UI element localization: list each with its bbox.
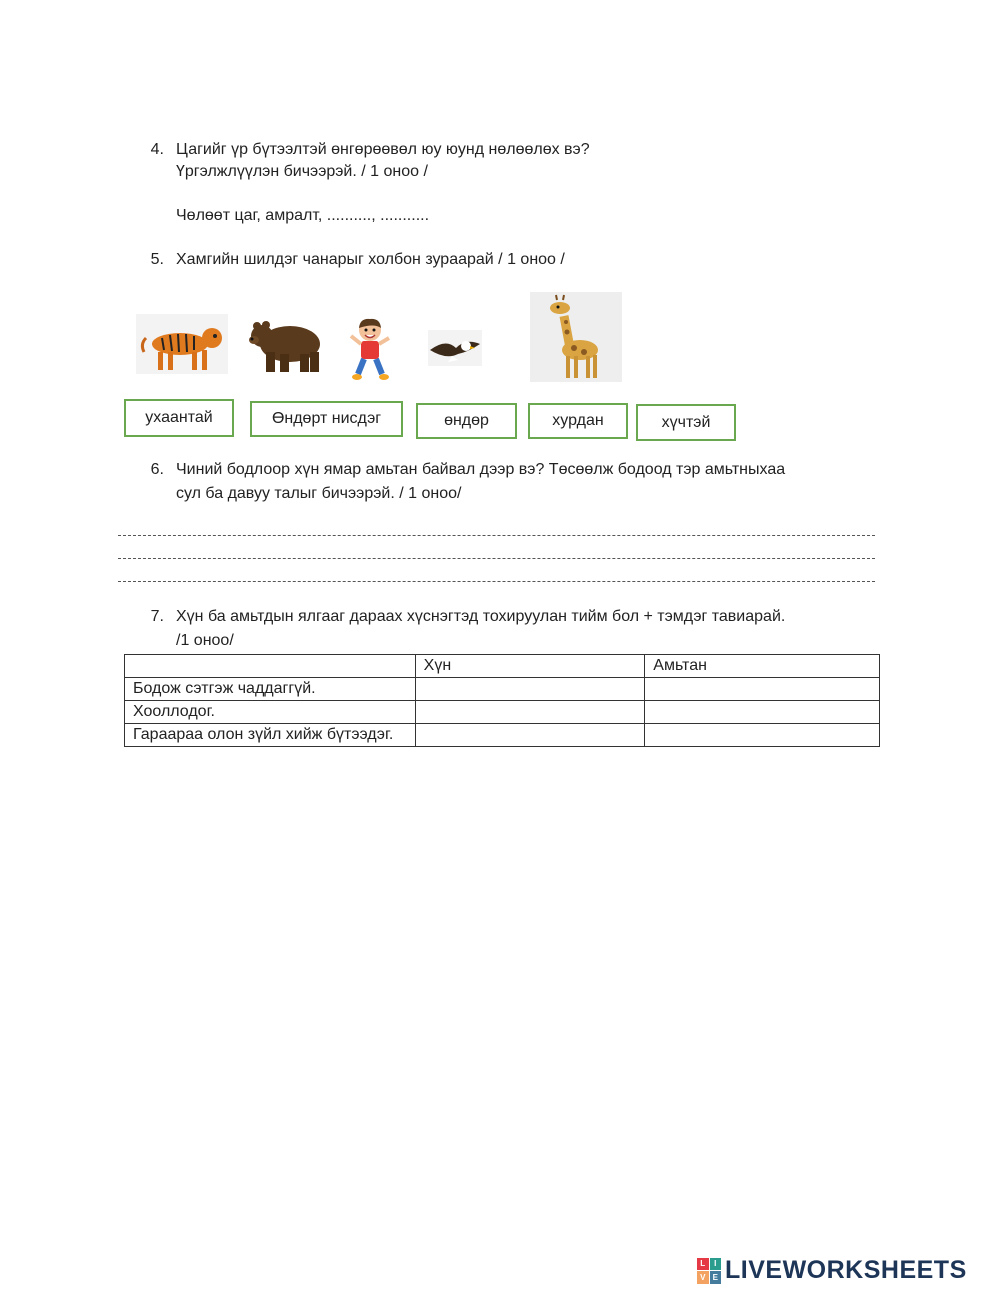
option-strong[interactable]: хүчтэй (636, 404, 736, 441)
q6-number: 6. (150, 461, 164, 478)
option-tall[interactable]: өндөр (416, 403, 517, 439)
table-row (125, 724, 880, 747)
table-row (125, 701, 880, 724)
logo-text: LIVEWORKSHEETS (725, 1256, 967, 1284)
bear-image (248, 314, 326, 376)
logo-letter: V (697, 1271, 709, 1284)
q7-line1: Хүн ба амьтдын ялгааг дараах хүснэгтэд тохируулан тийм бол + тэмдэг тавиарай. (176, 608, 786, 625)
table-row-label: Бодож сэтгэж чаддаггүй. (125, 678, 416, 701)
tiger-image (136, 314, 228, 374)
eagle-image (428, 330, 482, 366)
logo-icon (697, 1258, 721, 1284)
table-cell-input[interactable] (415, 724, 645, 747)
q6-line1: Чиний бодлоор хүн ямар амьтан байвал дээр вэ? Төсөөлж бодоод тэр амьтныхаа (176, 461, 786, 478)
answer-line-1[interactable] (118, 535, 875, 536)
table-row-label: Хооллодог. (125, 701, 416, 724)
option-fast[interactable]: хурдан (528, 403, 628, 439)
table-header-cell (125, 655, 416, 678)
q5-number: 5. (150, 251, 164, 268)
liveworksheets-logo (697, 1256, 967, 1285)
table-cell-input[interactable] (645, 724, 880, 747)
table-cell-input[interactable] (415, 701, 645, 724)
q4-number: 4. (150, 141, 164, 158)
table-cell-input[interactable] (645, 678, 880, 701)
table-row (125, 678, 880, 701)
logo-letter: L (697, 1258, 709, 1271)
q7-line2: /1 оноо/ (176, 632, 234, 649)
boy-image (346, 316, 394, 384)
table-header-row (125, 655, 880, 678)
logo-letter: I (710, 1258, 722, 1271)
answer-line-2[interactable] (118, 558, 875, 559)
table-header-cell: Амьтан (645, 655, 880, 678)
table-header-cell: Хүн (415, 655, 645, 678)
comparison-table (124, 654, 880, 747)
giraffe-image (530, 292, 622, 382)
q6-line2: сул ба давуу талыг бичээрэй. / 1 оноо/ (176, 485, 462, 502)
q4-line2: Үргэлжлүүлэн бичээрэй. / 1 оноо / (176, 163, 428, 180)
answer-line-3[interactable] (118, 581, 875, 582)
option-flies-high[interactable]: Өндөрт нисдэг (250, 401, 403, 437)
q7-number: 7. (150, 608, 164, 625)
q4-line1: Цагийг үр бүтээлтэй өнгөрөөвөл юу юунд нөлөөлөх вэ? (176, 141, 590, 158)
table-cell-input[interactable] (645, 701, 880, 724)
logo-letter: E (710, 1271, 722, 1284)
option-smart[interactable]: ухаантай (124, 399, 234, 437)
q5-text: Хамгийн шилдэг чанарыг холбон зураарай / 1 оноо / (176, 251, 565, 268)
table-row-label: Гараараа олон зүйл хийж бүтээдэг. (125, 724, 416, 747)
table-cell-input[interactable] (415, 678, 645, 701)
q4-answer[interactable]: Чөлөөт цаг, амралт, .........., ........... (176, 207, 430, 224)
